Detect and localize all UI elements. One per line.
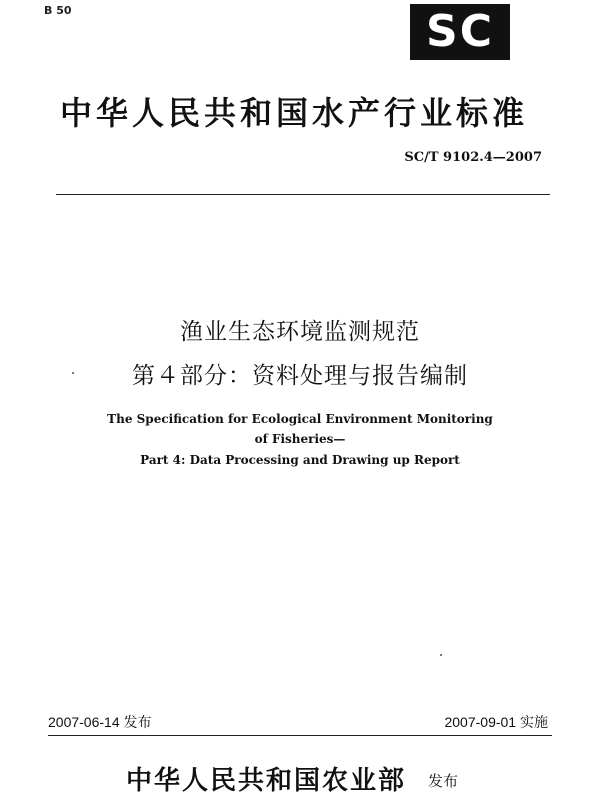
english-title-line-1: The Specification for Ecological Environment Monitoring [107, 412, 493, 426]
publisher-action: 发布 [428, 772, 459, 790]
english-title-line-2: of Fisheries— [254, 432, 346, 446]
footer-divider [48, 735, 552, 736]
standard-number: SC/T 9102.4—2007 [404, 150, 542, 165]
classification-code: B 50 [44, 4, 72, 17]
issue-date: 2007-06-14 发布 [48, 714, 152, 730]
chinese-title-line-2: 第４部分：资料处理与报告编制 [132, 363, 468, 389]
header-divider [56, 194, 550, 195]
scan-speck [440, 654, 442, 656]
standard-category-title: 中华人民共和国水产行业标准 [60, 94, 529, 132]
chinese-title-line-1: 渔业生态环境监测规范 [180, 319, 420, 345]
english-title-line-3: Part 4: Data Processing and Drawing up Report [140, 453, 460, 467]
sc-logo: SC [410, 4, 510, 60]
publisher-name: 中华人民共和国农业部 [126, 766, 407, 796]
implementation-date: 2007-09-01 实施 [444, 714, 548, 730]
scan-speck [72, 372, 74, 374]
